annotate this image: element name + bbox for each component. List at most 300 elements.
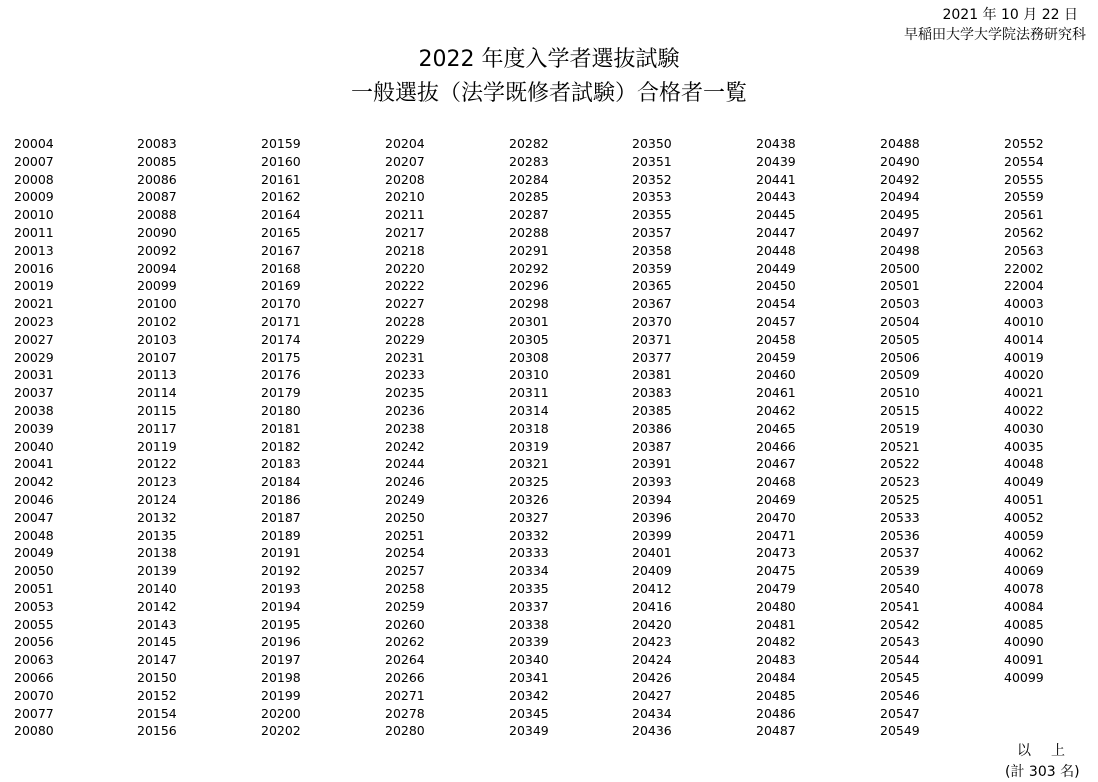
- applicant-number: 20031: [14, 367, 54, 383]
- applicant-number: 20189: [261, 527, 301, 543]
- applicant-number: 20196: [261, 634, 301, 650]
- applicant-number: 20115: [137, 402, 177, 418]
- applicant-number: 20008: [14, 171, 54, 187]
- applicant-number: 20019: [14, 278, 54, 294]
- applicant-number: 20048: [14, 527, 54, 543]
- applicant-number: 20142: [137, 598, 177, 614]
- applicant-number: 20176: [261, 367, 301, 383]
- applicant-number: 20515: [880, 402, 920, 418]
- applicant-number: 20266: [385, 669, 425, 685]
- applicant-number: 40069: [1004, 563, 1044, 579]
- applicant-number: 20325: [509, 474, 549, 490]
- applicant-number: 20521: [880, 438, 920, 454]
- applicant-number: 20503: [880, 296, 920, 312]
- applicant-number: 20310: [509, 367, 549, 383]
- applicant-number: 20023: [14, 313, 54, 329]
- applicant-number: 20264: [385, 652, 425, 668]
- applicant-number: 20318: [509, 420, 549, 436]
- applicant-number: 20443: [756, 189, 796, 205]
- applicant-number: 20229: [385, 331, 425, 347]
- applicant-number: 20449: [756, 260, 796, 276]
- applicant-number: 20471: [756, 527, 796, 543]
- applicant-number: 20351: [632, 153, 672, 169]
- applicant-number: 40049: [1004, 474, 1044, 490]
- applicant-number: 20498: [880, 242, 920, 258]
- applicant-number: 40014: [1004, 331, 1044, 347]
- applicant-number: 20179: [261, 385, 301, 401]
- applicant-number: 20338: [509, 616, 549, 632]
- applicant-number: 20399: [632, 527, 672, 543]
- applicant-number: 20339: [509, 634, 549, 650]
- applicant-number: 20259: [385, 598, 425, 614]
- applicant-number: 20337: [509, 598, 549, 614]
- applicant-number: 20029: [14, 349, 54, 365]
- applicant-number: 20211: [385, 207, 425, 223]
- applicant-number: 20164: [261, 207, 301, 223]
- applicant-number: 20326: [509, 491, 549, 507]
- applicant-number: 40010: [1004, 313, 1044, 329]
- applicant-number: 20559: [1004, 189, 1044, 205]
- number-column: [880, 135, 990, 740]
- applicant-number: 20522: [880, 456, 920, 472]
- applicant-number: 20562: [1004, 224, 1044, 240]
- applicant-number: 20311: [509, 385, 549, 401]
- applicant-number: 20319: [509, 438, 549, 454]
- applicant-number: 20235: [385, 385, 425, 401]
- applicant-number: 20287: [509, 207, 549, 223]
- applicant-number: 20257: [385, 563, 425, 579]
- applicant-number: 20222: [385, 278, 425, 294]
- applicant-number: 20284: [509, 171, 549, 187]
- applicant-number: 20210: [385, 189, 425, 205]
- applicant-number: 20119: [137, 438, 177, 454]
- applicant-number: 20365: [632, 278, 672, 294]
- applicant-number: 20271: [385, 687, 425, 703]
- applicant-number: 20055: [14, 616, 54, 632]
- applicant-number: 20468: [756, 474, 796, 490]
- applicant-number: 20207: [385, 153, 425, 169]
- applicant-number: 20539: [880, 563, 920, 579]
- applicant-number: 20510: [880, 385, 920, 401]
- applicant-number: 20450: [756, 278, 796, 294]
- applicant-number: 20447: [756, 224, 796, 240]
- applicant-number: 20251: [385, 527, 425, 543]
- applicant-number: 20140: [137, 580, 177, 596]
- applicant-number: 20335: [509, 580, 549, 596]
- applicant-number: 40022: [1004, 402, 1044, 418]
- applicant-number: 20342: [509, 687, 549, 703]
- applicant-number: 20088: [137, 207, 177, 223]
- applicant-number: 20439: [756, 153, 796, 169]
- applicant-number: 20387: [632, 438, 672, 454]
- applicant-number: 20107: [137, 349, 177, 365]
- applicant-number: 20549: [880, 723, 920, 739]
- applicant-number: 20487: [756, 723, 796, 739]
- applicant-number: 20139: [137, 563, 177, 579]
- applicant-number: 20085: [137, 153, 177, 169]
- applicant-number: 20260: [385, 616, 425, 632]
- applicant-number: 20500: [880, 260, 920, 276]
- applicant-number: 20040: [14, 438, 54, 454]
- applicant-number: 20027: [14, 331, 54, 347]
- applicant-number: 20160: [261, 153, 301, 169]
- applicant-number: 20162: [261, 189, 301, 205]
- applicant-number: 20102: [137, 313, 177, 329]
- applicant-number: 20393: [632, 474, 672, 490]
- applicant-number: 20457: [756, 313, 796, 329]
- applicant-number: 20092: [137, 242, 177, 258]
- applicant-number: 20011: [14, 224, 54, 240]
- applicant-number: 20292: [509, 260, 549, 276]
- applicant-number: 20543: [880, 634, 920, 650]
- applicant-number: 20426: [632, 669, 672, 685]
- applicant-number: 20080: [14, 723, 54, 739]
- applicant-number: 20523: [880, 474, 920, 490]
- applicant-number: 20083: [137, 136, 177, 151]
- applicant-number: 20199: [261, 687, 301, 703]
- applicant-number: 20154: [137, 705, 177, 721]
- applicant-number: 20427: [632, 687, 672, 703]
- applicant-number: 40062: [1004, 545, 1044, 561]
- applicant-number: 20359: [632, 260, 672, 276]
- applicant-number: 20220: [385, 260, 425, 276]
- applicant-number: 20345: [509, 705, 549, 721]
- document-title: 2022 年度入学者選抜試験: [418, 47, 680, 72]
- applicant-number: 20244: [385, 456, 425, 472]
- organization-name: 早稲田大学大学院法務研究科: [904, 27, 1086, 43]
- applicant-number: 20501: [880, 278, 920, 294]
- applicant-number: 20396: [632, 509, 672, 525]
- number-column: [261, 135, 371, 740]
- applicant-number: 20124: [137, 491, 177, 507]
- applicant-number: 20282: [509, 136, 549, 151]
- applicant-number: 20470: [756, 509, 796, 525]
- number-column: [385, 135, 495, 740]
- applicant-number: 20053: [14, 598, 54, 614]
- applicant-number: 20465: [756, 420, 796, 436]
- applicant-number: 20042: [14, 474, 54, 490]
- number-column: [509, 135, 619, 740]
- applicant-number: 20488: [880, 136, 920, 151]
- applicant-number: 20049: [14, 545, 54, 561]
- applicant-number: 20454: [756, 296, 796, 312]
- applicant-number: 40099: [1004, 669, 1044, 685]
- applicant-number: 20554: [1004, 153, 1044, 169]
- applicant-number: 20486: [756, 705, 796, 721]
- applicant-number: 20394: [632, 491, 672, 507]
- applicant-number: 20352: [632, 171, 672, 187]
- applicant-number: 40048: [1004, 456, 1044, 472]
- applicant-number: 20409: [632, 563, 672, 579]
- applicant-number: 20305: [509, 331, 549, 347]
- applicant-number: 20283: [509, 153, 549, 169]
- applicant-number: 20204: [385, 136, 425, 151]
- applicant-number: 20321: [509, 456, 549, 472]
- applicant-number: 20545: [880, 669, 920, 685]
- applicant-number: 40019: [1004, 349, 1044, 365]
- applicant-number: 20231: [385, 349, 425, 365]
- applicant-number: 20233: [385, 367, 425, 383]
- applicant-number: 20181: [261, 420, 301, 436]
- applicant-number: 20497: [880, 224, 920, 240]
- applicant-number: 20533: [880, 509, 920, 525]
- applicant-number: 20490: [880, 153, 920, 169]
- applicant-number: 20258: [385, 580, 425, 596]
- applicant-number: 20479: [756, 580, 796, 596]
- applicant-number: 20385: [632, 402, 672, 418]
- document-subtitle: 一般選抜（法学既修者試験）合格者一覧: [350, 81, 747, 106]
- applicant-number: 20462: [756, 402, 796, 418]
- applicant-number: 20249: [385, 491, 425, 507]
- applicant-number: 20202: [261, 723, 301, 739]
- applicant-number: 20340: [509, 652, 549, 668]
- applicant-number: 20037: [14, 385, 54, 401]
- applicant-number: 20077: [14, 705, 54, 721]
- applicant-number: 20288: [509, 224, 549, 240]
- applicant-number: 20183: [261, 456, 301, 472]
- applicant-number: 20171: [261, 313, 301, 329]
- applicant-number: 20285: [509, 189, 549, 205]
- applicant-number: 20094: [137, 260, 177, 276]
- applicant-number: 20250: [385, 509, 425, 525]
- applicant-number: 20473: [756, 545, 796, 561]
- applicant-number: 20445: [756, 207, 796, 223]
- applicant-number: 20021: [14, 296, 54, 312]
- applicant-number: 20007: [14, 153, 54, 169]
- applicant-number: 20391: [632, 456, 672, 472]
- applicant-number: 20217: [385, 224, 425, 240]
- applicant-number: 20506: [880, 349, 920, 365]
- end-mark: 以 上: [1017, 743, 1068, 759]
- applicant-number: 20184: [261, 474, 301, 490]
- applicant-number: 20208: [385, 171, 425, 187]
- applicant-number: 20483: [756, 652, 796, 668]
- applicant-number: 22004: [1004, 278, 1044, 294]
- applicant-number: 20416: [632, 598, 672, 614]
- applicant-number: 40051: [1004, 491, 1044, 507]
- applicant-number: 20509: [880, 367, 920, 383]
- applicant-number: 20536: [880, 527, 920, 543]
- applicant-number: 20143: [137, 616, 177, 632]
- applicant-number: 20308: [509, 349, 549, 365]
- applicant-number: 20467: [756, 456, 796, 472]
- applicant-number: 20135: [137, 527, 177, 543]
- applicant-number: 20546: [880, 687, 920, 703]
- applicant-number: 20540: [880, 580, 920, 596]
- applicant-number: 20492: [880, 171, 920, 187]
- applicant-number: 40084: [1004, 598, 1044, 614]
- applicant-number: 20010: [14, 207, 54, 223]
- applicant-number: 20046: [14, 491, 54, 507]
- applicant-number: 20386: [632, 420, 672, 436]
- applicant-number: 20087: [137, 189, 177, 205]
- applicant-number: 40020: [1004, 367, 1044, 383]
- applicant-number: 20537: [880, 545, 920, 561]
- applicant-number: 20180: [261, 402, 301, 418]
- applicant-number: 20194: [261, 598, 301, 614]
- applicant-number: 20167: [261, 242, 301, 258]
- applicant-number: 20070: [14, 687, 54, 703]
- applicant-number: 20198: [261, 669, 301, 685]
- applicant-number: 20298: [509, 296, 549, 312]
- applicant-number: 20009: [14, 189, 54, 205]
- applicant-number: 20193: [261, 580, 301, 596]
- applicant-number: 20262: [385, 634, 425, 650]
- applicant-number: 20301: [509, 313, 549, 329]
- applicant-number: 20280: [385, 723, 425, 739]
- applicant-number: 20200: [261, 705, 301, 721]
- applicant-number: 20175: [261, 349, 301, 365]
- applicant-number: 20156: [137, 723, 177, 739]
- number-column: [632, 135, 742, 740]
- applicant-number: 20236: [385, 402, 425, 418]
- applicant-number: 20357: [632, 224, 672, 240]
- applicant-number: 40091: [1004, 652, 1044, 668]
- applicant-number: 20147: [137, 652, 177, 668]
- number-column: [14, 135, 124, 740]
- number-column: [1004, 135, 1098, 687]
- applicant-number: 20218: [385, 242, 425, 258]
- applicant-number: 20438: [756, 136, 796, 151]
- applicant-number: 20103: [137, 331, 177, 347]
- applicant-number: 20485: [756, 687, 796, 703]
- applicant-number: 20174: [261, 331, 301, 347]
- applicant-number: 20296: [509, 278, 549, 294]
- applicant-number: 20367: [632, 296, 672, 312]
- applicant-number: 20353: [632, 189, 672, 205]
- applicant-number: 20401: [632, 545, 672, 561]
- applicant-number: 20165: [261, 224, 301, 240]
- applicant-number: 40059: [1004, 527, 1044, 543]
- applicant-number: 20117: [137, 420, 177, 436]
- applicant-number: 20544: [880, 652, 920, 668]
- applicant-number: 40021: [1004, 385, 1044, 401]
- applicant-number: 20552: [1004, 136, 1044, 151]
- total-count: (計 303 名): [1005, 764, 1080, 780]
- applicant-number: 20195: [261, 616, 301, 632]
- applicant-number: 20254: [385, 545, 425, 561]
- applicant-number: 20370: [632, 313, 672, 329]
- applicant-number: 20051: [14, 580, 54, 596]
- applicant-number: 20334: [509, 563, 549, 579]
- applicant-number: 20150: [137, 669, 177, 685]
- applicant-number: 40003: [1004, 296, 1044, 312]
- applicant-number: 20547: [880, 705, 920, 721]
- applicant-number: 20132: [137, 509, 177, 525]
- applicant-number: 20458: [756, 331, 796, 347]
- applicant-number: 20495: [880, 207, 920, 223]
- applicant-number: 20114: [137, 385, 177, 401]
- applicant-number: 20039: [14, 420, 54, 436]
- applicant-number: 20170: [261, 296, 301, 312]
- applicant-number: 20371: [632, 331, 672, 347]
- applicant-number: 40035: [1004, 438, 1044, 454]
- applicant-number: 40030: [1004, 420, 1044, 436]
- applicant-number: 20469: [756, 491, 796, 507]
- applicant-number: 22002: [1004, 260, 1044, 276]
- applicant-number: 20187: [261, 509, 301, 525]
- applicant-number: 20038: [14, 402, 54, 418]
- applicant-number: 20242: [385, 438, 425, 454]
- applicant-number: 20424: [632, 652, 672, 668]
- applicant-number: 20355: [632, 207, 672, 223]
- applicant-number: 20466: [756, 438, 796, 454]
- applicant-number: 20460: [756, 367, 796, 383]
- applicant-number: 20050: [14, 563, 54, 579]
- applicant-number: 20504: [880, 313, 920, 329]
- applicant-number: 20541: [880, 598, 920, 614]
- applicant-number: 20459: [756, 349, 796, 365]
- applicant-number: 20480: [756, 598, 796, 614]
- applicant-number: 20056: [14, 634, 54, 650]
- applicant-number: 20227: [385, 296, 425, 312]
- applicant-number: 20383: [632, 385, 672, 401]
- applicant-number: 20004: [14, 136, 54, 151]
- applicant-number: 20191: [261, 545, 301, 561]
- applicant-number: 20461: [756, 385, 796, 401]
- applicant-number: 20314: [509, 402, 549, 418]
- applicant-number: 40090: [1004, 634, 1044, 650]
- applicant-number: 20246: [385, 474, 425, 490]
- applicant-number: 20186: [261, 491, 301, 507]
- applicant-number: 20555: [1004, 171, 1044, 187]
- number-column: [756, 135, 866, 740]
- applicant-number: 20113: [137, 367, 177, 383]
- successful-applicants-grid: [0, 135, 1098, 745]
- applicant-number: 20412: [632, 580, 672, 596]
- applicant-number: 40085: [1004, 616, 1044, 632]
- issue-date: 2021 年 10 月 22 日: [942, 7, 1078, 23]
- applicant-number: 20086: [137, 171, 177, 187]
- applicant-number: 20434: [632, 705, 672, 721]
- applicant-number: 20327: [509, 509, 549, 525]
- applicant-number: 20333: [509, 545, 549, 561]
- applicant-number: 20152: [137, 687, 177, 703]
- applicant-number: 20448: [756, 242, 796, 258]
- number-column: [137, 135, 247, 740]
- applicant-number: 20525: [880, 491, 920, 507]
- applicant-number: 20168: [261, 260, 301, 276]
- applicant-number: 20436: [632, 723, 672, 739]
- applicant-number: 20145: [137, 634, 177, 650]
- applicant-number: 20423: [632, 634, 672, 650]
- applicant-number: 20494: [880, 189, 920, 205]
- applicant-number: 20505: [880, 331, 920, 347]
- applicant-number: 20349: [509, 723, 549, 739]
- applicant-number: 20482: [756, 634, 796, 650]
- applicant-number: 20350: [632, 136, 672, 151]
- applicant-number: 20332: [509, 527, 549, 543]
- applicant-number: 20381: [632, 367, 672, 383]
- applicant-number: 20238: [385, 420, 425, 436]
- applicant-number: 20377: [632, 349, 672, 365]
- applicant-number: 20016: [14, 260, 54, 276]
- applicant-number: 20099: [137, 278, 177, 294]
- applicant-number: 20420: [632, 616, 672, 632]
- applicant-number: 20066: [14, 669, 54, 685]
- applicant-number: 20519: [880, 420, 920, 436]
- applicant-number: 20561: [1004, 207, 1044, 223]
- applicant-number: 20182: [261, 438, 301, 454]
- applicant-number: 20228: [385, 313, 425, 329]
- applicant-number: 20041: [14, 456, 54, 472]
- applicant-number: 20013: [14, 242, 54, 258]
- applicant-number: 20278: [385, 705, 425, 721]
- applicant-number: 20100: [137, 296, 177, 312]
- applicant-number: 20341: [509, 669, 549, 685]
- applicant-number: 20358: [632, 242, 672, 258]
- applicant-number: 20063: [14, 652, 54, 668]
